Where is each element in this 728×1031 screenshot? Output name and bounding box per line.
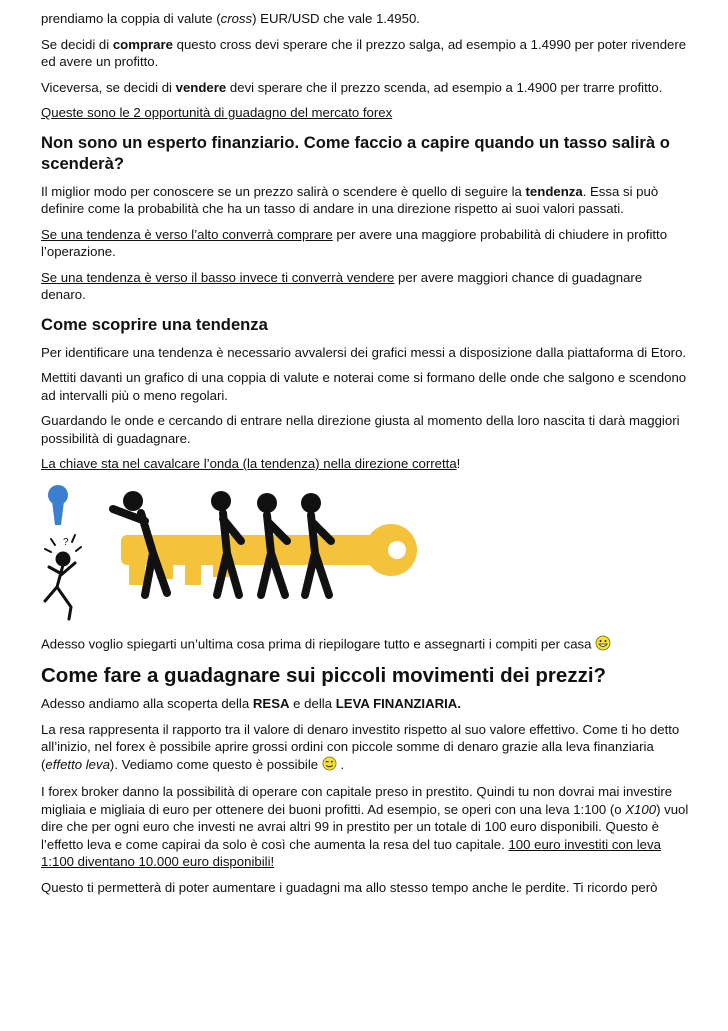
paragraph-trend-down: Se una tendenza è verso il basso invece ti converrà vendere per avere maggiori chance di guadagnare denaro.	[41, 269, 643, 302]
document-page	[41, 10, 689, 904]
heading-small-movements: Come fare a guadagnare sui piccoli movimenti dei prezzi?	[41, 664, 607, 687]
paragraph-resa-definition: La resa rappresenta il rapporto tra il valore di denaro investito rispetto al suo valore effettivo. Come ti ho detto all’inizio, nel forex è possibile aprire grossi ordini con piccole somme di denaro grazie alla leva finanziaria (effetto leva). Vediamo come questo è possibile .	[41, 721, 689, 776]
svg-text:?: ?	[63, 536, 69, 548]
paragraph-cross-intro: prendiamo la coppia di valute (cross) EUR/USD che vale 1.4950.	[41, 11, 420, 26]
keyhole-lock-icon	[48, 485, 68, 525]
paragraph-charts: Per identificare una tendenza è necessario avvalersi dei grafici messi a disposizione dalla piattaforma di Etoro.	[41, 344, 687, 360]
paragraph-buy: Se decidi di comprare questo cross devi sperare che il prezzo salga, ad esempio a 1.4990 per poter rivendere ed avere un profitto.	[41, 36, 687, 69]
wink-emoji-icon	[322, 756, 337, 776]
paragraph-key: La chiave sta nel cavalcare l’onda (la tendenza) nella direzione corretta!	[41, 456, 461, 471]
key-carriers-illustration	[41, 483, 689, 626]
confused-man-icon	[45, 535, 81, 619]
paragraph-trend-definition: Il miglior modo per conoscere se un prezzo salirà o scendere è quello di seguire la tendenza. Essa si può definire come la probabilità che ha un tasso di andare in una direzione rispetto ai suoi valori passati.	[41, 183, 659, 216]
grin-emoji-icon	[595, 635, 611, 656]
key-illustration-svg	[41, 483, 421, 626]
heading-discover-trend: Come scoprire una tendenza	[41, 314, 268, 334]
paragraph-forex-brokers: I forex broker danno la possibilità di operare con capitale preso in prestito. Quindi tu non dovrai mai investire migliaia e migliaia di euro per ottenere dei buoni profitti. Ad esempio, se operi con una leva 1:100 (o X100) vuol dire che per ogni euro che investi ne avrai altri 99 in prestito per un totale di 100 euro disponibili. Questo è l’effetto leva e come capirai da solo è così che aumenta la resa del tuo capitale. 100 euro investiti con leva 1:100 diventano 10.000 euro disponibili!	[41, 784, 689, 869]
paragraph-opportunities: Queste sono le 2 opportunità di guadagno del mercato forex	[41, 105, 393, 120]
paragraph-sell: Viceversa, se decidi di vendere devi sperare che il prezzo scenda, ad esempio a 1.4900 per trarre profitto.	[41, 79, 663, 95]
paragraph-last-thing: Adesso voglio spiegarti un’ultima cosa prima di riepilogare tutto e assegnarti i compiti per casa	[41, 635, 689, 656]
heading-not-expert: Non sono un esperto finanziario. Come faccio a capire quando un tasso salirà o scenderà?	[41, 132, 670, 173]
paragraph-trend-up: Se una tendenza è verso l’alto converrà comprare per avere una maggiore probabilità di chiudere in profitto l’operazione.	[41, 226, 668, 259]
paragraph-resa-leva: Adesso andiamo alla scoperta della RESA e della LEVA FINANZIARIA.	[41, 696, 461, 711]
paragraph-waves: Mettiti davanti un grafico di una coppia di valute e noterai come si formano delle onde che salgono e scendono ad intervalli più o meno regolari.	[41, 370, 687, 403]
paragraph-gains-losses: Questo ti permetterà di poter aumentare i guadagni ma allo stesso tempo anche le perdite. Ti ricordo però	[41, 879, 658, 895]
paragraph-watch-waves: Guardando le onde e cercando di entrare nella direzione giusta al momento della loro nascita ti darà maggiori possibilità di guadagnare.	[41, 413, 680, 446]
